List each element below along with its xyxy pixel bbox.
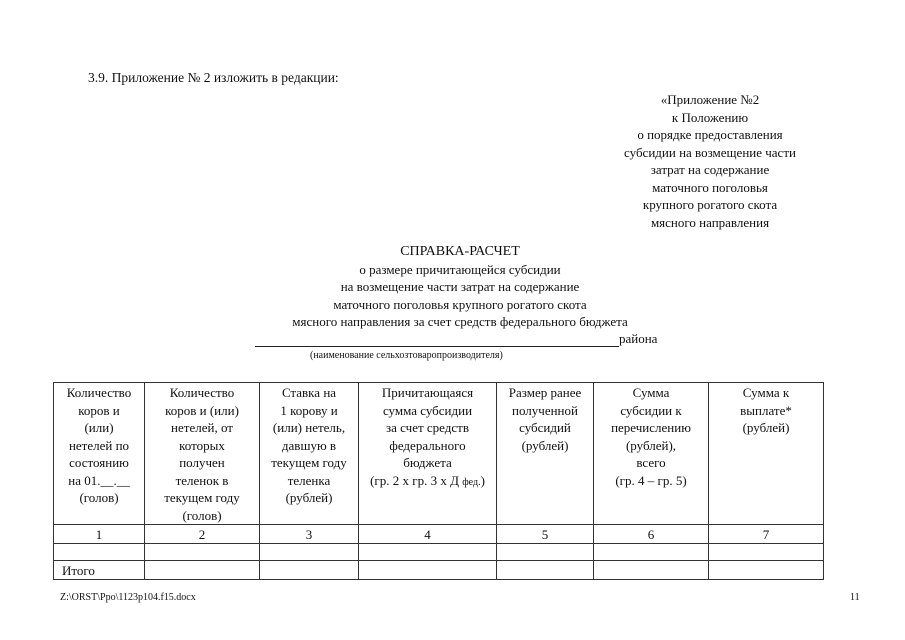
column-number: 3 [260, 525, 359, 544]
header-text: получен [179, 455, 225, 470]
column-number-row [54, 525, 824, 544]
table-cell [497, 544, 594, 561]
header-text: (голов) [79, 490, 119, 505]
organization-caption: (наименование сельхозтоваропроизводителя) [310, 350, 503, 361]
header-text: перечислению [611, 420, 691, 435]
header-text: коров и (или) [165, 402, 239, 418]
header-text: всего [636, 455, 666, 470]
header-text: текущем году [164, 490, 240, 505]
header-text: (рублей) [742, 420, 790, 435]
header-text: Сумма к [742, 385, 790, 400]
appendix-heading [585, 91, 835, 231]
district-label: района [619, 331, 658, 346]
table-cell [594, 544, 709, 561]
header-text: полученной [512, 402, 578, 418]
organization-blank-line [255, 346, 619, 347]
header-text: теленок в [175, 472, 229, 488]
header-text: сумма субсидии [382, 402, 473, 418]
appendix-line: к Положению [671, 109, 749, 125]
header-text: (рублей), [625, 437, 677, 453]
header-col-1 [54, 383, 145, 525]
appendix-line: маточного поголовья [652, 179, 768, 195]
header-text: Сумма [632, 385, 670, 400]
header-col-4 [359, 383, 497, 525]
table-row [54, 544, 824, 561]
calculation-table [53, 382, 824, 580]
appendix-line: мясного направления [650, 214, 770, 230]
table-cell [260, 544, 359, 561]
organization-field [255, 330, 675, 350]
table-cell [145, 544, 260, 561]
document-title: СПРАВКА-РАСЧЕТ [400, 244, 520, 259]
header-text: давшую в [281, 437, 337, 453]
header-text: коров и [78, 402, 120, 418]
header-text: федерального [389, 437, 466, 453]
header-text: субсидии к [620, 402, 682, 418]
header-col-6 [594, 383, 709, 525]
appendix-line: крупного рогатого скота [642, 197, 778, 212]
formula-subscript: фед. [462, 476, 481, 488]
header-text: нетелей, от [171, 420, 233, 435]
header-text: Причитающаяся [381, 385, 474, 400]
subtitle-line: на возмещение части затрат на содержание [340, 279, 580, 294]
table-cell [359, 561, 497, 580]
total-row [54, 561, 824, 580]
table-cell [260, 561, 359, 580]
table-cell [54, 544, 145, 561]
subtitle-line: мясного направления за счет средств федерального бюджета [292, 314, 628, 329]
header-text: теленка [287, 472, 331, 488]
appendix-line: о порядке предоставления [637, 127, 783, 142]
header-text: выплате* [740, 402, 792, 418]
column-number: 6 [594, 525, 709, 544]
header-col-2 [145, 383, 260, 525]
column-number: 2 [145, 525, 260, 544]
formula-end: ) [480, 472, 485, 488]
document-title-block [200, 243, 720, 331]
table-cell [145, 561, 260, 580]
total-label: Итого [54, 561, 145, 580]
header-text: (гр. 4 – гр. 5) [615, 472, 687, 488]
column-number: 7 [709, 525, 824, 544]
intro-text: 3.9. Приложение № 2 изложить в редакции: [88, 70, 339, 85]
header-text: (голов) [182, 507, 222, 523]
formula-main: (гр. 2 х гр. 3 х Д [370, 472, 459, 488]
header-col-7 [709, 383, 824, 525]
header-text: (рублей) [285, 490, 333, 505]
header-row [54, 383, 824, 525]
table-cell [497, 561, 594, 580]
header-text: Количество [169, 385, 235, 400]
header-text: 1 корову и [280, 402, 338, 418]
header-text: Количество [66, 385, 132, 400]
page-number: 11 [850, 592, 860, 603]
header-text: текущем году [271, 455, 347, 470]
table-cell [359, 544, 497, 561]
header-text: на 01.__.__ [68, 472, 130, 488]
header-text: нетелей по [68, 437, 130, 453]
column-number: 5 [497, 525, 594, 544]
table-cell [709, 561, 824, 580]
file-path-footer: Z:\ORST\Ppo\1123p104.f15.docx [60, 592, 196, 603]
header-text: состоянию [69, 455, 129, 470]
header-text: (или) [84, 420, 114, 435]
subtitle-line: маточного поголовья крупного рогатого скота [333, 296, 587, 312]
header-text: (рублей) [521, 437, 569, 453]
column-number: 4 [359, 525, 497, 544]
appendix-line: «Приложение №2 [660, 92, 760, 107]
appendix-line: субсидии на возмещение части [624, 144, 796, 160]
header-formula [359, 472, 496, 492]
header-text: которых [179, 437, 225, 453]
column-number: 1 [54, 525, 145, 544]
subtitle-line: о размере причитающейся субсидии [359, 261, 561, 277]
header-text: Размер ранее [508, 385, 582, 400]
header-text: (или) нетель, [272, 420, 346, 435]
table-cell [709, 544, 824, 561]
header-text: бюджета [403, 455, 452, 470]
header-text: Ставка на [281, 385, 337, 400]
header-text: за счет средств [386, 420, 469, 435]
header-col-3 [260, 383, 359, 525]
header-text: субсидий [519, 420, 571, 435]
table-cell [594, 561, 709, 580]
appendix-line: затрат на содержание [650, 162, 770, 177]
header-col-5 [497, 383, 594, 525]
